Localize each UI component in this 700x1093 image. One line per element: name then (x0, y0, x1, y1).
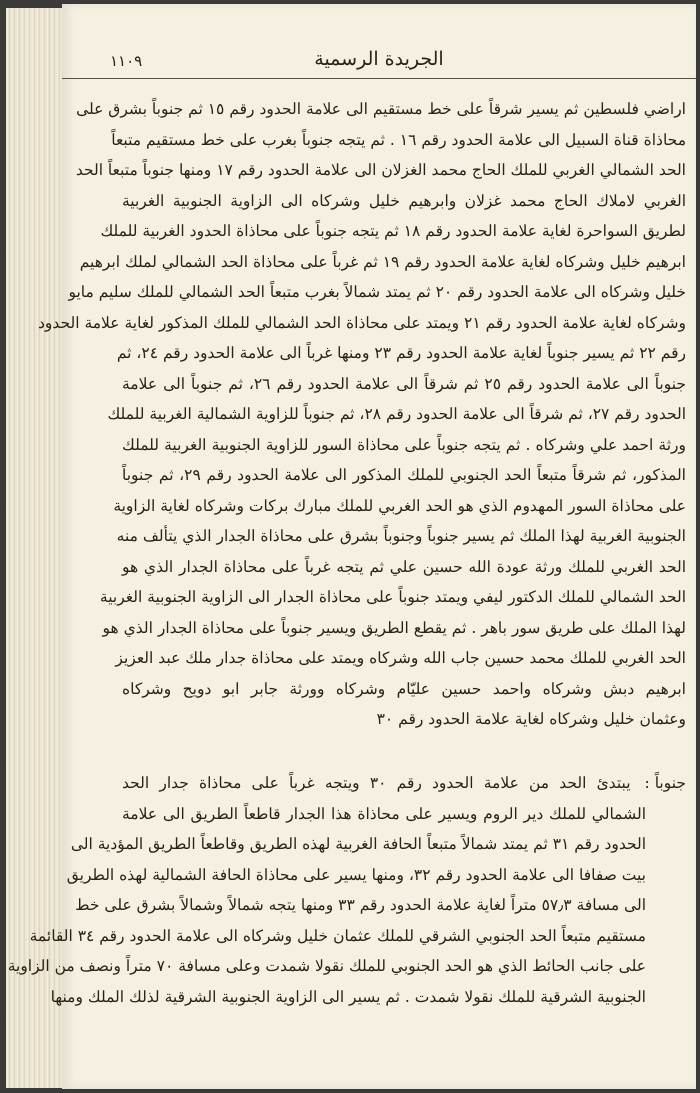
text-line: الغربي لاملاك الحاج محمد غزلان وابرهيم خليل وشركاه الى الزاوية الجنوبية الغربية (122, 191, 686, 210)
text-line: خليل وشركاه الى علامة الحدود رقم ٢٠ ثم يمتد شمالاً بغرب متبعاً الحد الشمالي للملك سليم مايو (68, 283, 686, 301)
text-line: الحد الغربي للملك محمد حسين جاب الله وشركاه ويمتد على محاذاة جدار ملك عبد العزيز (115, 649, 686, 667)
text-line-rest: يبتدئ الحد من علامة الحدود رقم ٣٠ ويتجه غرباً على محاذاة جدار الحد (122, 774, 631, 792)
text-line: لهذا الملك على طريق سور باهر . ثم يقطع الطريق ويسير جنوباً على محاذاة الجدار الذي هو (102, 618, 686, 637)
text-line: محاذاة قناة السبيل الى علامة الحدود رقم ١٦ . ثم يتجه جنوباً بغرب على خط مستقيم متبعاً (111, 130, 686, 149)
text-line: لطريق السواحرة لغاية علامة الحدود رقم ١٨ ثم يتجه جنوباً على محاذاة الحدود الغربية للملك (100, 222, 686, 240)
text-line: المذكور، ثم شرقاً متبعاً الحد الجنوبي للملك المذكور الى علامة الحدود رقم ٢٩، ثم جنوباً (122, 466, 686, 484)
paragraph-south-lines (7, 799, 686, 1013)
page-number: ١١٠٩ (110, 52, 143, 70)
text-line: الحدود رقم ٣١ ثم يمتد شمالاً متبعاً الحافة الغربية لهذه الطريق وقاطعاً الطريق المؤدية الى (70, 835, 646, 853)
text-line: رقم ٢٢ ثم يسير جنوباً لغاية علامة الحدود رقم ٢٣ ومنها غرباً الى علامة الحدود رقم ٢٤، ثم (116, 344, 686, 362)
text-line (122, 768, 686, 799)
text-line: الجنوبية الغربية لهذا الملك ثم يسير جنوباً وجنوباً بشرق على محاذاة الجدار الذي يتألف منه (116, 527, 686, 545)
text-line: وعثمان خليل وشركاه لغاية علامة الحدود رقم ٣٠ (376, 710, 686, 728)
text-line: الجنوبية الشرقية للملك نقولا شمدت . ثم يسير الى الزاوية الجنوبية الشرقية لذلك الملك ومنها (50, 987, 646, 1006)
text-line: وشركاه لغاية علامة الحدود رقم ٢١ ويمتد على محاذاة الحد الشمالي للملك المذكور لغاية علامة الحدود (37, 313, 686, 332)
text-line: على محاذاة السور المهدوم الذي هو الحد الغربي للملك مبارك بركات وشركاه لغاية الزاوية (113, 496, 686, 515)
text-line: مستقيم متبعاً الحد الجنوبي الشرقي للملك عثمان خليل وشركاه الى علامة الحدود رقم ٣٤ القائمة (29, 926, 646, 945)
text-line: الحد الشمالي للملك الدكتور ليفي ويمتد جنوباً على محاذاة الجدار الى الزاوية الجنوبية الغربية (99, 588, 686, 606)
text-line: بيت صفافا الى علامة الحدود رقم ٣٢، ومنها يسير على محاذاة الحافة الشمالية لهذه الطريق (66, 865, 646, 884)
text-line: ابرهيم دبش وشركاه واحمد حسين عليّام وشركاه وورثة جابر ابو دويح وشركاه (122, 679, 686, 698)
section-lead: جنوباً : (644, 774, 686, 792)
page-title: الجريدة الرسمية (314, 48, 444, 70)
paragraph-north-boundary (37, 94, 687, 735)
text-line: اراضي فلسطين ثم يسير شرقاً على خط مستقيم الى علامة الحدود رقم ١٥ ثم جنوباً بشرق على (76, 100, 686, 118)
text-line: على جانب الحائط الذي هو الحد الجنوبي للملك نقولا شمدت وعلى مسافة ٧٠ متراً ونصف من الزاوية (7, 957, 646, 975)
text-line: ورثة احمد علي وشركاه . ثم يتجه جنوباً على محاذاة السور للزاوية الجنوبية الغربية للملك (122, 435, 686, 454)
text-line: الحد الشمالي الغربي للملك الحاج محمد الغزلان الى علامة الحدود رقم ١٧ ومنها جنوباً متبعاً الحد (75, 161, 686, 179)
document-page (7, 4, 696, 1089)
page-header (62, 44, 696, 79)
text-line: جنوباً الى علامة الحدود رقم ٢٥ ثم شرقاً الى علامة الحدود رقم ٢٦، ثم جنوباً الى علامة (122, 374, 687, 393)
text-line: الحدود رقم ٢٧، ثم شرقاً الى علامة الحدود رقم ٢٨، ثم جنوباً للزاوية الشمالية الغربية للملك (107, 405, 686, 423)
text-line: الحد الغربي للملك ورثة عودة الله حسين علي ثم يتجه غرباً على محاذاة الجدار الذي هو (122, 557, 686, 576)
text-line: ابرهيم خليل وشركاه لغاية علامة الحدود رقم ١٩ ثم غرباً على محاذاة الحد الشمالي لملك ابرهيم (79, 252, 686, 271)
paragraph-south-boundary (7, 768, 686, 1012)
text-line: الى مسافة ٥٧٫٣ متراً لغاية علامة الحدود رقم ٣٣ ومنها يتجه شمالاً وشمالاً بشرق على خط (75, 896, 646, 914)
text-line: الشمالي للملك دير الروم ويسير على محاذاة هذا الجدار قاطعاً الطريق الى علامة (122, 804, 646, 823)
